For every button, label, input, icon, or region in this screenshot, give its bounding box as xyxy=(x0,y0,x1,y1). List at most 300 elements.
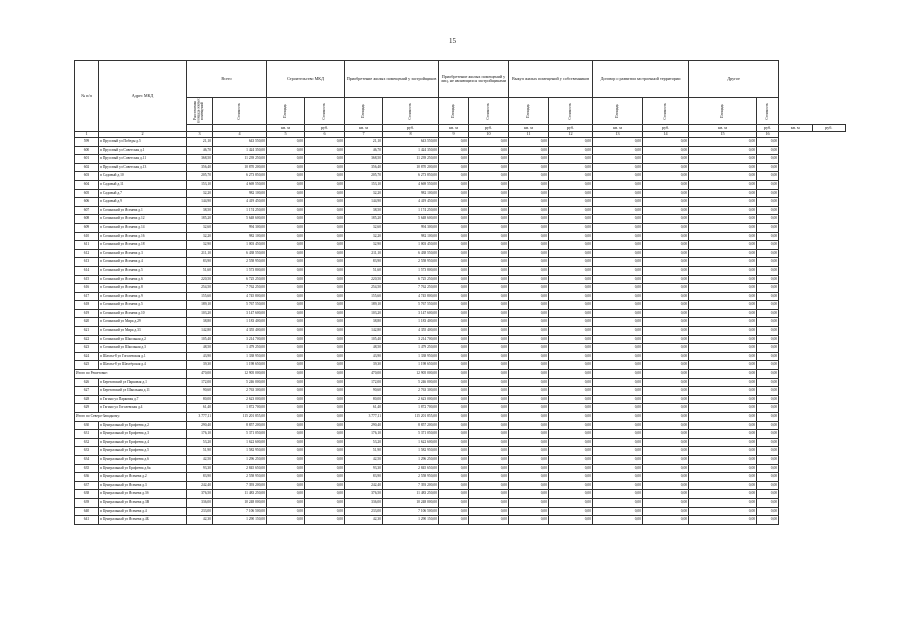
row-zero-cell: 0,00 xyxy=(689,163,757,172)
row-total-cost: 1 198 650,00 xyxy=(213,361,267,370)
row-zero-cell: 0,00 xyxy=(469,241,509,250)
row-zero-cell: 0,00 xyxy=(757,344,779,353)
row-zero-cell: 0,00 xyxy=(643,215,689,224)
total-row xyxy=(75,370,846,379)
row-total-area: 39,30 xyxy=(187,361,213,370)
row-construction-cost: 0,00 xyxy=(305,344,345,353)
row-number: 610 xyxy=(75,232,99,241)
row-zero-cell: 0,00 xyxy=(439,361,469,370)
table-row xyxy=(75,258,846,267)
row-zero-cell: 0,00 xyxy=(439,490,469,499)
row-total-area: 61,40 xyxy=(187,404,213,413)
row-developer-cost: 1 198 650,00 xyxy=(383,361,439,370)
row-zero-cell: 0,00 xyxy=(689,284,757,293)
row-zero-cell: 0,00 xyxy=(439,413,469,422)
row-number: 614 xyxy=(75,266,99,275)
sub-header-label: Стоимость xyxy=(321,102,326,120)
row-zero-cell: 0,00 xyxy=(757,138,779,147)
row-zero-cell: 0,00 xyxy=(469,318,509,327)
row-zero-cell: 0,00 xyxy=(757,292,779,301)
row-total-cost: 2 763 300,00 xyxy=(213,387,267,396)
row-zero-cell: 0,00 xyxy=(757,395,779,404)
row-zero-cell: 0,00 xyxy=(757,378,779,387)
row-zero-cell: 0,00 xyxy=(643,404,689,413)
group-development-header: Договор о развитии застроенной территории xyxy=(593,61,689,98)
row-number: 630 xyxy=(75,421,99,430)
row-zero-cell: 0,00 xyxy=(593,249,643,258)
row-total-area: 185,20 xyxy=(187,215,213,224)
row-address: п Сочинский ул Ясенева д.4 xyxy=(99,258,187,267)
row-zero-cell: 0,00 xyxy=(439,241,469,250)
row-total-cost: 6 273 850,00 xyxy=(213,172,267,181)
row-zero-cell: 0,00 xyxy=(643,146,689,155)
row-developer-cost: 1 622 600,00 xyxy=(383,438,439,447)
unit-cell: кв. м xyxy=(689,125,757,132)
row-zero-cell: 0,00 xyxy=(689,318,757,327)
row-total-cost: 115 201 855,00 xyxy=(213,413,267,422)
row-construction-cost: 0,00 xyxy=(305,198,345,207)
row-total-area: 144,90 xyxy=(187,198,213,207)
row-construction-area: 0,00 xyxy=(267,516,305,525)
row-total-area: 470,00 xyxy=(187,370,213,379)
row-developer-area: 176,10 xyxy=(345,430,383,439)
sub-header-cell xyxy=(593,98,643,125)
row-construction-area: 0,00 xyxy=(267,507,305,516)
row-number: 633 xyxy=(75,447,99,456)
sub-header-cell xyxy=(213,98,267,125)
row-zero-cell: 0,00 xyxy=(549,481,593,490)
row-address: п Центральный ул Ясенева д.4 xyxy=(99,507,187,516)
row-number: 603 xyxy=(75,172,99,181)
row-address: п Сочинский ул Ясенева д.5 xyxy=(99,301,187,310)
row-zero-cell: 0,00 xyxy=(509,275,549,284)
sub-header-cell xyxy=(267,98,305,125)
row-developer-cost: 1 290 150,00 xyxy=(383,516,439,525)
row-number: 637 xyxy=(75,481,99,490)
row-construction-area: 0,00 xyxy=(267,223,305,232)
row-total-cost: 5 648 600,00 xyxy=(213,215,267,224)
row-developer-cost: 3 147 600,00 xyxy=(383,309,439,318)
row-zero-cell: 0,00 xyxy=(509,481,549,490)
row-zero-cell: 0,00 xyxy=(439,430,469,439)
row-zero-cell: 0,00 xyxy=(509,421,549,430)
row-zero-cell: 0,00 xyxy=(469,344,509,353)
row-number: 599 xyxy=(75,138,99,147)
group-other-header: Другое xyxy=(689,61,779,98)
row-zero-cell: 0,00 xyxy=(593,327,643,336)
row-zero-cell: 0,00 xyxy=(757,413,779,422)
row-address: п Пруссвый ул Победы д.5 xyxy=(99,138,187,147)
row-developer-area: 155,60 xyxy=(345,292,383,301)
unit-cell: кв. м xyxy=(509,125,549,132)
row-zero-cell: 0,00 xyxy=(643,430,689,439)
unit-cell: кв. м xyxy=(779,125,812,132)
row-address: п Гагино ул Парковая д.7 xyxy=(99,395,187,404)
table-row xyxy=(75,447,846,456)
row-zero-cell: 0,00 xyxy=(439,301,469,310)
row-construction-area: 0,00 xyxy=(267,421,305,430)
row-construction-area: 0,00 xyxy=(267,146,305,155)
row-zero-cell: 0,00 xyxy=(439,378,469,387)
row-construction-cost: 0,00 xyxy=(305,318,345,327)
row-number: 604 xyxy=(75,180,99,189)
row-developer-area: 90,60 xyxy=(345,387,383,396)
row-zero-cell: 0,00 xyxy=(549,387,593,396)
row-construction-area: 0,00 xyxy=(267,258,305,267)
row-developer-area: 46,70 xyxy=(345,146,383,155)
row-total-area: 53,20 xyxy=(187,438,213,447)
row-developer-area: 38,50 xyxy=(345,206,383,215)
row-zero-cell: 0,00 xyxy=(689,266,757,275)
row-construction-area: 0,00 xyxy=(267,344,305,353)
page-number: 15 xyxy=(449,37,456,45)
row-zero-cell: 0,00 xyxy=(509,292,549,301)
row-zero-cell: 0,00 xyxy=(757,361,779,370)
row-zero-cell: 0,00 xyxy=(469,189,509,198)
row-developer-cost: 2 763 300,00 xyxy=(383,387,439,396)
row-number: 624 xyxy=(75,352,99,361)
row-zero-cell: 0,00 xyxy=(643,464,689,473)
row-construction-cost: 0,00 xyxy=(305,266,345,275)
row-zero-cell: 0,00 xyxy=(643,344,689,353)
row-address: п Сочинский ул Ясенева д.14 xyxy=(99,223,187,232)
row-zero-cell: 0,00 xyxy=(469,352,509,361)
table-row xyxy=(75,232,846,241)
row-zero-cell: 0,00 xyxy=(593,447,643,456)
row-zero-cell: 0,00 xyxy=(469,473,509,482)
row-construction-cost: 0,00 xyxy=(305,455,345,464)
row-developer-area: 43,90 xyxy=(345,352,383,361)
row-zero-cell: 0,00 xyxy=(439,275,469,284)
row-construction-area: 0,00 xyxy=(267,309,305,318)
row-zero-cell: 0,00 xyxy=(469,266,509,275)
table-row xyxy=(75,352,846,361)
sub-header-cell xyxy=(187,98,213,125)
row-zero-cell: 0,00 xyxy=(439,232,469,241)
row-zero-cell: 0,00 xyxy=(593,430,643,439)
row-construction-area: 0,00 xyxy=(267,198,305,207)
row-number: 632 xyxy=(75,438,99,447)
row-developer-cost: 5 246 000,00 xyxy=(383,378,439,387)
row-construction-area: 0,00 xyxy=(267,473,305,482)
row-zero-cell: 0,00 xyxy=(469,464,509,473)
row-zero-cell: 0,00 xyxy=(757,498,779,507)
table-row xyxy=(75,395,846,404)
unit-cell: руб. xyxy=(469,125,509,132)
row-developer-cost: 4 355 400,00 xyxy=(383,327,439,336)
row-construction-cost: 0,00 xyxy=(305,180,345,189)
row-zero-cell: 0,00 xyxy=(593,172,643,181)
sub-header-cell xyxy=(469,98,509,125)
row-construction-area: 0,00 xyxy=(267,455,305,464)
row-zero-cell: 0,00 xyxy=(757,352,779,361)
row-zero-cell: 0,00 xyxy=(469,404,509,413)
row-zero-cell: 0,00 xyxy=(643,198,689,207)
row-address: п Сочинский ул Ясенева д.3 xyxy=(99,249,187,258)
row-total-cost: 1 003 450,00 xyxy=(213,241,267,250)
row-zero-cell: 0,00 xyxy=(509,163,549,172)
table-row xyxy=(75,318,846,327)
row-zero-cell: 0,00 xyxy=(509,335,549,344)
row-zero-cell: 0,00 xyxy=(757,455,779,464)
row-total-area: 205,70 xyxy=(187,172,213,181)
row-address: п Сочинский ул Школьная д.3 xyxy=(99,344,187,353)
col-number-cell: 11 xyxy=(509,131,549,138)
row-construction-area: 0,00 xyxy=(267,438,305,447)
row-zero-cell: 0,00 xyxy=(643,481,689,490)
row-zero-cell: 0,00 xyxy=(469,198,509,207)
row-address: п Садовый д.9 xyxy=(99,198,187,207)
row-zero-cell: 0,00 xyxy=(757,215,779,224)
row-zero-cell: 0,00 xyxy=(689,344,757,353)
row-zero-cell: 0,00 xyxy=(593,335,643,344)
table-row xyxy=(75,490,846,499)
sub-header-label: Площадь xyxy=(282,103,287,118)
row-zero-cell: 0,00 xyxy=(593,413,643,422)
row-zero-cell: 0,00 xyxy=(643,395,689,404)
row-total-cost: 8 857 200,00 xyxy=(213,421,267,430)
row-zero-cell: 0,00 xyxy=(757,232,779,241)
row-zero-cell: 0,00 xyxy=(757,206,779,215)
row-total-cost: 1 296 250,00 xyxy=(213,455,267,464)
table-row xyxy=(75,172,846,181)
row-zero-cell: 0,00 xyxy=(689,464,757,473)
row-construction-area: 0,00 xyxy=(267,481,305,490)
row-developer-cost: 8 857 200,00 xyxy=(383,421,439,430)
row-number: 616 xyxy=(75,284,99,293)
row-zero-cell: 0,00 xyxy=(509,387,549,396)
row-zero-cell: 0,00 xyxy=(439,138,469,147)
row-zero-cell: 0,00 xyxy=(643,284,689,293)
row-zero-cell: 0,00 xyxy=(593,198,643,207)
row-zero-cell: 0,00 xyxy=(549,198,593,207)
row-construction-area: 0,00 xyxy=(267,490,305,499)
row-construction-area: 0,00 xyxy=(267,249,305,258)
col-number-cell: 13 xyxy=(593,131,643,138)
sub-header-label: Стоимость xyxy=(485,102,490,120)
row-zero-cell: 0,00 xyxy=(469,138,509,147)
row-zero-cell: 0,00 xyxy=(689,490,757,499)
row-zero-cell: 0,00 xyxy=(549,344,593,353)
row-zero-cell: 0,00 xyxy=(689,421,757,430)
row-developer-area: 153,10 xyxy=(345,180,383,189)
row-zero-cell: 0,00 xyxy=(689,404,757,413)
row-zero-cell: 0,00 xyxy=(549,464,593,473)
total-row xyxy=(75,413,846,422)
row-construction-cost: 0,00 xyxy=(305,352,345,361)
row-zero-cell: 0,00 xyxy=(643,455,689,464)
row-total-area: 48,50 xyxy=(187,344,213,353)
row-zero-cell: 0,00 xyxy=(549,172,593,181)
row-zero-cell: 0,00 xyxy=(643,223,689,232)
col-number-cell: 7 xyxy=(345,131,383,138)
row-developer-cost: 1 296 250,00 xyxy=(383,455,439,464)
row-total-cost: 994 300,00 xyxy=(213,223,267,232)
row-developer-area: 211,10 xyxy=(345,249,383,258)
table-row xyxy=(75,327,846,336)
row-developer-cost: 2 558 950,00 xyxy=(383,258,439,267)
row-zero-cell: 0,00 xyxy=(439,215,469,224)
row-zero-cell: 0,00 xyxy=(549,284,593,293)
row-construction-cost: 0,00 xyxy=(305,395,345,404)
table-row xyxy=(75,335,846,344)
row-zero-cell: 0,00 xyxy=(439,473,469,482)
row-zero-cell: 0,00 xyxy=(469,275,509,284)
row-zero-cell: 0,00 xyxy=(643,309,689,318)
row-developer-cost: 12 905 000,00 xyxy=(383,370,439,379)
row-construction-cost: 0,00 xyxy=(305,361,345,370)
row-developer-cost: 1 174 250,00 xyxy=(383,206,439,215)
row-construction-cost: 0,00 xyxy=(305,507,345,516)
row-total-area: 220,50 xyxy=(187,275,213,284)
row-address: п Гагино ул Гоголевская д.4 xyxy=(99,404,187,413)
row-zero-cell: 0,00 xyxy=(509,223,549,232)
group-construction-header: Строительство МКД xyxy=(267,61,345,98)
col-number-cell: 15 xyxy=(689,131,757,138)
row-total-area: 90,60 xyxy=(187,387,213,396)
row-zero-cell: 0,00 xyxy=(689,198,757,207)
row-zero-cell: 0,00 xyxy=(509,438,549,447)
row-zero-cell: 0,00 xyxy=(757,189,779,198)
row-total-cost: 12 905 000,00 xyxy=(213,370,267,379)
row-construction-cost: 0,00 xyxy=(305,378,345,387)
sub-header-label: Стоимость xyxy=(407,102,412,120)
row-construction-cost: 0,00 xyxy=(305,370,345,379)
row-total-cost: 11 239 250,00 xyxy=(213,155,267,164)
group-total-header: Всего xyxy=(187,61,267,98)
row-construction-area: 0,00 xyxy=(267,232,305,241)
row-zero-cell: 0,00 xyxy=(689,387,757,396)
row-zero-cell: 0,00 xyxy=(757,198,779,207)
table-row xyxy=(75,481,846,490)
row-zero-cell: 0,00 xyxy=(549,309,593,318)
row-developer-area: 42,30 xyxy=(345,516,383,525)
sub-header-label: Стоимость xyxy=(236,102,241,120)
row-zero-cell: 0,00 xyxy=(549,395,593,404)
row-zero-cell: 0,00 xyxy=(643,318,689,327)
row-zero-cell: 0,00 xyxy=(643,498,689,507)
row-zero-cell: 0,00 xyxy=(643,163,689,172)
table-row xyxy=(75,223,846,232)
row-zero-cell: 0,00 xyxy=(469,232,509,241)
row-zero-cell: 0,00 xyxy=(757,327,779,336)
row-zero-cell: 0,00 xyxy=(643,180,689,189)
row-zero-cell: 0,00 xyxy=(509,507,549,516)
row-total-cost: 982 100,00 xyxy=(213,189,267,198)
unit-cell: руб. xyxy=(305,125,345,132)
row-zero-cell: 0,00 xyxy=(593,258,643,267)
row-developer-area: 83,90 xyxy=(345,473,383,482)
row-number: 620 xyxy=(75,318,99,327)
row-total-area: 254,50 xyxy=(187,284,213,293)
row-total-area: 3 777,11 xyxy=(187,413,213,422)
table-row xyxy=(75,387,846,396)
row-address: п Центральный ул Ерофеева д.6 xyxy=(99,455,187,464)
sub-header-cell xyxy=(345,98,383,125)
sub-header-cell xyxy=(549,98,593,125)
table-row xyxy=(75,163,846,172)
row-zero-cell: 0,00 xyxy=(593,370,643,379)
row-construction-area: 0,00 xyxy=(267,378,305,387)
row-total-cost: 6 438 550,00 xyxy=(213,249,267,258)
row-zero-cell: 0,00 xyxy=(689,146,757,155)
sub-header-label: Площадь xyxy=(614,103,619,118)
table-row xyxy=(75,309,846,318)
row-developer-area: 38,80 xyxy=(345,318,383,327)
row-zero-cell: 0,00 xyxy=(689,206,757,215)
row-construction-area: 0,00 xyxy=(267,413,305,422)
row-construction-area: 0,00 xyxy=(267,318,305,327)
table-row xyxy=(75,430,846,439)
row-developer-area: 376,50 xyxy=(345,490,383,499)
row-total-cost: 7 106 500,00 xyxy=(213,507,267,516)
row-zero-cell: 0,00 xyxy=(549,155,593,164)
row-developer-cost: 11 239 250,00 xyxy=(383,155,439,164)
row-total-cost: 7 762 250,00 xyxy=(213,284,267,293)
row-developer-area: 185,20 xyxy=(345,215,383,224)
row-construction-cost: 0,00 xyxy=(305,516,345,525)
row-total-area: 83,90 xyxy=(187,473,213,482)
row-zero-cell: 0,00 xyxy=(757,301,779,310)
row-developer-area: 32,20 xyxy=(345,189,383,198)
row-construction-area: 0,00 xyxy=(267,447,305,456)
row-address: п Шахты-8 ул Шахтёрская д.4 xyxy=(99,361,187,370)
row-zero-cell: 0,00 xyxy=(509,395,549,404)
row-number: 617 xyxy=(75,292,99,301)
row-number: 640 xyxy=(75,507,99,516)
row-zero-cell: 0,00 xyxy=(509,206,549,215)
row-total-area: 38,80 xyxy=(187,318,213,327)
row-zero-cell: 0,00 xyxy=(643,206,689,215)
row-zero-cell: 0,00 xyxy=(509,352,549,361)
row-zero-cell: 0,00 xyxy=(549,275,593,284)
row-total-area: 242,40 xyxy=(187,481,213,490)
row-zero-cell: 0,00 xyxy=(593,241,643,250)
row-developer-cost: 7 106 500,00 xyxy=(383,507,439,516)
row-number: 638 xyxy=(75,490,99,499)
row-developer-area: 205,70 xyxy=(345,172,383,181)
row-developer-area: 368,50 xyxy=(345,155,383,164)
row-zero-cell: 0,00 xyxy=(593,473,643,482)
row-zero-cell: 0,00 xyxy=(509,473,549,482)
row-zero-cell: 0,00 xyxy=(643,258,689,267)
col-address-header: Адрес МКД xyxy=(99,61,187,132)
row-zero-cell: 0,00 xyxy=(469,155,509,164)
row-construction-area: 0,00 xyxy=(267,464,305,473)
row-zero-cell: 0,00 xyxy=(549,146,593,155)
row-zero-cell: 0,00 xyxy=(509,370,549,379)
row-zero-cell: 0,00 xyxy=(643,249,689,258)
row-zero-cell: 0,00 xyxy=(549,335,593,344)
row-zero-cell: 0,00 xyxy=(593,284,643,293)
sub-header-label: Площадь xyxy=(719,103,724,118)
row-total-area: 155,60 xyxy=(187,292,213,301)
row-zero-cell: 0,00 xyxy=(439,206,469,215)
row-zero-cell: 0,00 xyxy=(689,516,757,525)
row-zero-cell: 0,00 xyxy=(689,438,757,447)
row-zero-cell: 0,00 xyxy=(469,370,509,379)
row-zero-cell: 0,00 xyxy=(593,498,643,507)
row-construction-cost: 0,00 xyxy=(305,421,345,430)
row-construction-area: 0,00 xyxy=(267,370,305,379)
row-total-area: 32,20 xyxy=(187,232,213,241)
table-row xyxy=(75,206,846,215)
row-zero-cell: 0,00 xyxy=(439,507,469,516)
row-developer-cost: 11 483 250,00 xyxy=(383,490,439,499)
col-number-cell: 5 xyxy=(267,131,305,138)
row-total-area: 189,10 xyxy=(187,301,213,310)
row-zero-cell: 0,00 xyxy=(549,318,593,327)
